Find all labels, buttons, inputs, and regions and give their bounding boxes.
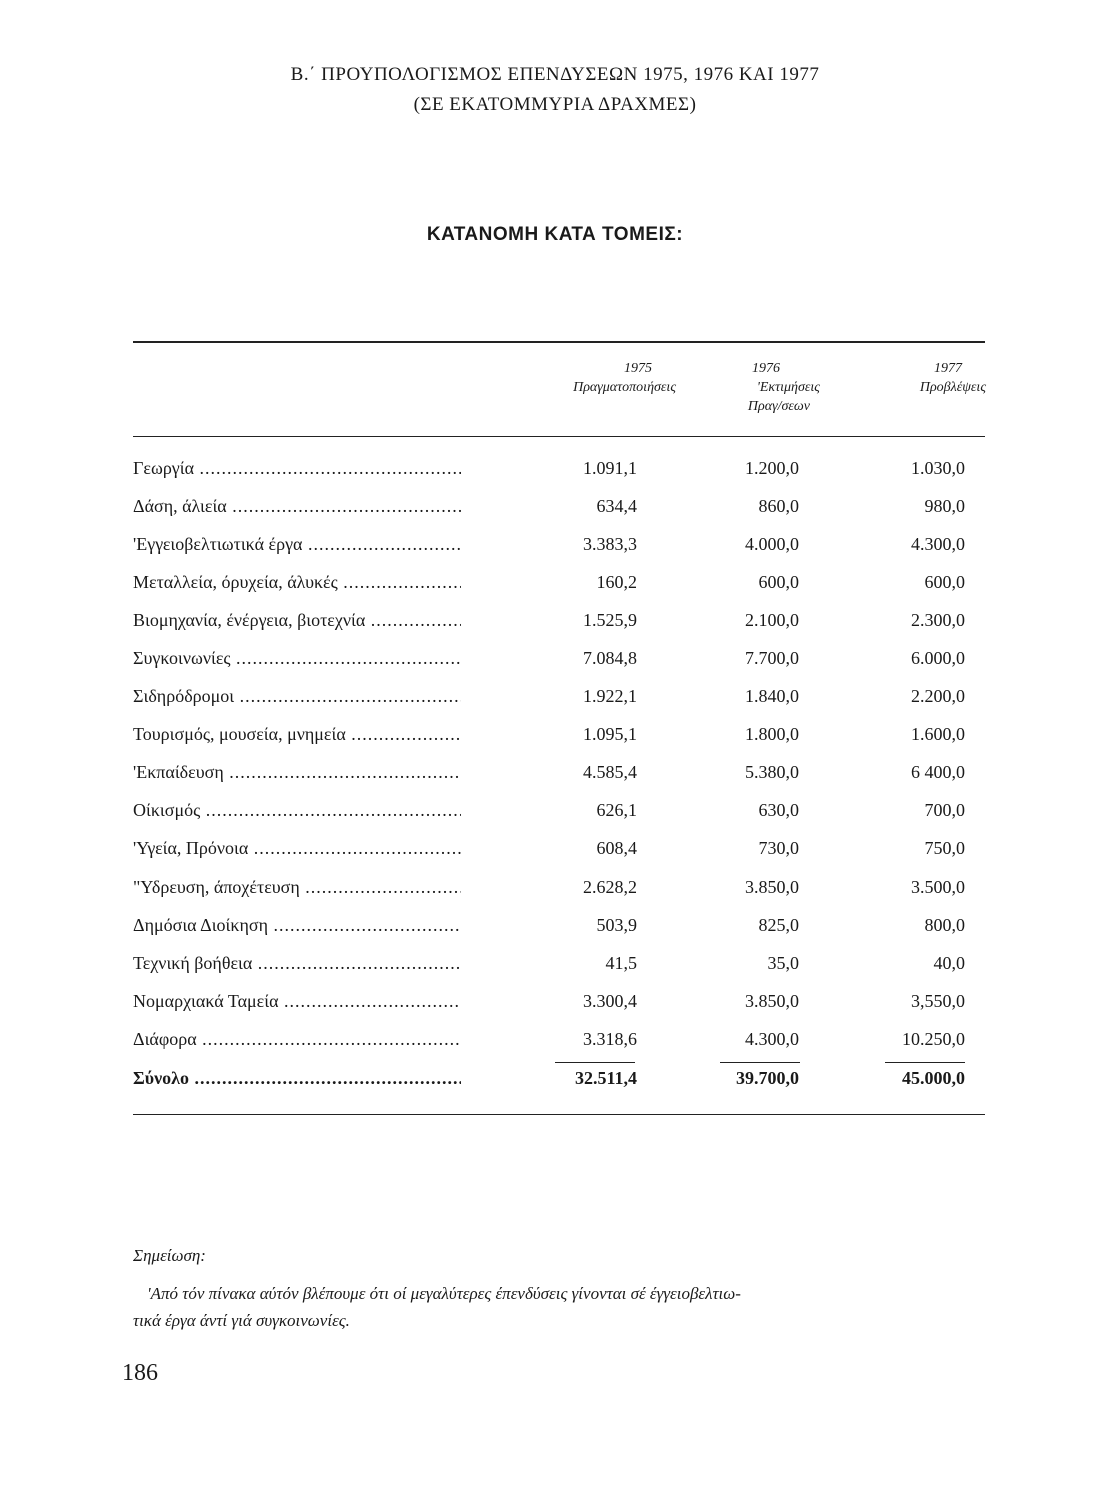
total-row (133, 1068, 985, 1106)
table-row (133, 915, 985, 953)
value-1975: 626,1 (596, 800, 637, 820)
note-text (133, 1280, 983, 1334)
value-1975: 4.585,4 (583, 762, 637, 782)
row-label: 'Εγγειοβελτιωτικά έργα ..... (133, 534, 461, 555)
section-subtitle: ΚΑΤΑΝΟΜΗ ΚΑΤΑ ΤΟΜΕΙΣ: (426, 224, 684, 245)
value-1977: 1.030,0 (911, 458, 965, 478)
row-label: Τεχνική βοήθεια ..... (133, 953, 461, 974)
table-row (133, 686, 985, 724)
header-bottom-rule (133, 436, 985, 437)
table-row (133, 458, 985, 496)
row-label: Γεωργία ..... (133, 458, 461, 479)
value-1976: 2.100,0 (745, 610, 799, 630)
value-1975: 1.091,1 (583, 458, 637, 478)
note-line-2: τικά έργα άντί γιά συγκοινωνίες. (133, 1311, 350, 1330)
value-1977: 6 400,0 (911, 762, 965, 782)
total-1976: 39.700,0 (736, 1068, 799, 1088)
table-row (133, 762, 985, 800)
value-1976: 1.800,0 (745, 724, 799, 744)
column-year: 1976 (752, 361, 780, 376)
value-1977: 3,550,0 (911, 991, 965, 1011)
row-label: Δημόσια Διοίκηση ..... (133, 915, 461, 936)
column-caption: Προβλέψεις (919, 380, 986, 395)
table-row (133, 838, 985, 876)
document-title-units: (ΣΕ ΕΚΑΤΟΜΜΥΡΙΑ ΔΡΑΧΜΕΣ) (413, 94, 697, 115)
row-label: Βιομηχανία, ένέργεια, βιοτεχνία ..... (133, 610, 461, 631)
value-1977: 980,0 (924, 496, 965, 516)
value-1976: 825,0 (758, 915, 799, 935)
row-label: 'Υγεία, Πρόνοια ..... (133, 838, 461, 859)
value-1976: 5.380,0 (745, 762, 799, 782)
row-label: 'Εκπαίδευση ..... (133, 762, 461, 783)
row-label: Οίκισμός ..... (133, 800, 461, 821)
column-year: 1975 (624, 361, 652, 376)
row-label: Διάφορα ..... (133, 1029, 461, 1050)
table-row (133, 724, 985, 762)
value-1975: 7.084,8 (583, 648, 637, 668)
note-line-1: 'Από τόν πίνακα αύτόν βλέπουμε ότι οί μεγαλύτερες έπενδύσεις γίνονται σέ έγγειοβελτιω- (147, 1284, 741, 1303)
column-header-1977 (790, 359, 986, 397)
value-1977: 6.000,0 (911, 648, 965, 668)
total-1977: 45.000,0 (902, 1068, 965, 1088)
value-1975: 3.383,3 (583, 534, 637, 554)
note-heading: Σημείωση: (133, 1246, 206, 1265)
page-number: 186 (122, 1360, 158, 1386)
value-1977: 1.600,0 (911, 724, 965, 744)
row-label: Συγκοινωνίες ..... (133, 648, 461, 669)
table-row (133, 610, 985, 648)
value-1977: 750,0 (924, 838, 965, 858)
value-1976: 4.300,0 (745, 1029, 799, 1049)
value-1977: 2.200,0 (911, 686, 965, 706)
value-1975: 2.628,2 (583, 877, 637, 897)
value-1975: 1.922,1 (583, 686, 637, 706)
value-1977: 2.300,0 (911, 610, 965, 630)
value-1977: 4.300,0 (911, 534, 965, 554)
value-1976: 1.840,0 (745, 686, 799, 706)
value-1975: 634,4 (596, 496, 637, 516)
value-1975: 160,2 (596, 572, 637, 592)
value-1975: 41,5 (605, 953, 637, 973)
table-row (133, 800, 985, 838)
value-1975: 503,9 (596, 915, 637, 935)
value-1977: 800,0 (924, 915, 965, 935)
value-1976: 1.200,0 (745, 458, 799, 478)
value-1975: 1.525,9 (583, 610, 637, 630)
value-1977: 40,0 (933, 953, 965, 973)
column-caption-line3: Πραγ/σεων (747, 399, 810, 414)
value-1975: 1.095,1 (583, 724, 637, 744)
table-bottom-rule (133, 1114, 985, 1115)
value-1977: 600,0 (924, 572, 965, 592)
value-1976: 35,0 (767, 953, 799, 973)
total-label: Σύνολο ..... (133, 1068, 461, 1089)
row-label: Δάση, άλιεία ..... (133, 496, 461, 517)
value-1977: 700,0 (924, 800, 965, 820)
value-1977: 10.250,0 (902, 1029, 965, 1049)
row-label: Νομαρχιακά Ταμεία ..... (133, 991, 461, 1012)
value-1977: 3.500,0 (911, 877, 965, 897)
sum-underline-1977 (885, 1062, 965, 1063)
table-row (133, 877, 985, 915)
value-1975: 608,4 (596, 838, 637, 858)
value-1976: 600,0 (758, 572, 799, 592)
value-1976: 3.850,0 (745, 991, 799, 1011)
table-top-rule (133, 341, 985, 343)
table-row (133, 953, 985, 991)
row-label: Τουρισμός, μουσεία, μνημεία ..... (133, 724, 461, 745)
column-header-1975 (480, 359, 676, 397)
document-title: Β.΄ ΠΡΟΥΠΟΛΟΓΙΣΜΟΣ ΕΠΕΝΔΥΣΕΩΝ 1975, 1976 ΚΑΙ 1977 (290, 64, 820, 85)
table-row (133, 991, 985, 1029)
total-1975: 32.511,4 (574, 1068, 637, 1088)
row-label: Μεταλλεία, όρυχεία, άλυκές ..... (133, 572, 461, 593)
value-1976: 630,0 (758, 800, 799, 820)
table-row (133, 534, 985, 572)
row-label: "Υδρευση, άποχέτευση ..... (133, 877, 461, 898)
value-1976: 730,0 (758, 838, 799, 858)
value-1975: 3.318,6 (583, 1029, 637, 1049)
table-row (133, 572, 985, 610)
value-1976: 3.850,0 (745, 877, 799, 897)
column-year: 1977 (934, 361, 962, 376)
sum-underline-1976 (720, 1062, 800, 1063)
row-label: Σιδηρόδρομοι ..... (133, 686, 461, 707)
sum-underline-1975 (555, 1062, 635, 1063)
column-caption: Πραγματοποιήσεις (573, 380, 676, 395)
value-1975: 3.300,4 (583, 991, 637, 1011)
column-caption: 'Εκτιμήσεις (756, 380, 820, 395)
value-1976: 860,0 (758, 496, 799, 516)
table-row (133, 496, 985, 534)
value-1976: 4.000,0 (745, 534, 799, 554)
value-1976: 7.700,0 (745, 648, 799, 668)
table-row (133, 648, 985, 686)
